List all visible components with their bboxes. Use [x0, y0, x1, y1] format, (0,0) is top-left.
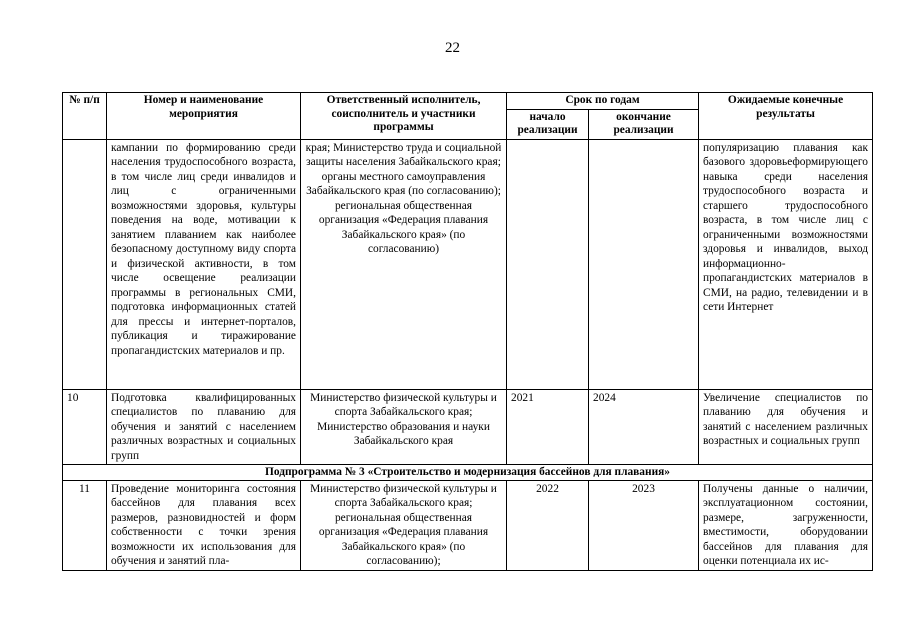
row-name: кампании по формированию среди населения трудоспособного возраста, в том числе лиц среди инвалидов и лиц с ограниченными возможностями здоровья, культуры поведения на воде, мотивации к занятием плаванием как наиболее безопасному доступному виду спорта и физической активности, в том числе освещение реализации программы в региональных СМИ, подготовка информационных статей для прессы и интернет-порталов, публикация и тиражирование пропагандистских материалов и пр.	[107, 139, 301, 389]
row-results: Получены данные о наличии, эксплуатационном состоянии, размере, загруженности, вместимости, оборудовании бассейнов для плавания для оценки потенциала их ис-	[699, 480, 873, 570]
row-responsible: края; Министерство труда и социальной защиты населения Забайкальского края; органы местного самоуправления Забайкальского края (по согласованию); региональная общественная организация «Федерация плавания Забайкальского края» (по согласованию)	[301, 139, 507, 389]
table-row	[63, 139, 873, 389]
row-num	[63, 139, 107, 389]
header-end: окончание реализации	[589, 109, 699, 139]
table-header-row	[63, 93, 873, 110]
header-start: начало реализации	[507, 109, 589, 139]
row-start: 2022	[507, 480, 589, 570]
page-number: 22	[445, 40, 460, 56]
header-name: Номер и наименование мероприятия	[107, 93, 301, 140]
row-name: Подготовка квалифицированных специалистов по плаванию для обучения и занятий с населением различных возрастных и социальных групп	[107, 389, 301, 465]
row-num: 11	[63, 480, 107, 570]
header-period: Срок по годам	[507, 93, 699, 110]
row-num: 10	[63, 389, 107, 465]
subprogram-title: Подпрограмма № 3 «Строительство и модернизация бассейнов для плавания»	[63, 465, 873, 481]
measures-table	[62, 92, 873, 571]
row-start	[507, 139, 589, 389]
table-row	[63, 389, 873, 465]
row-responsible: Министерство физической культуры и спорта Забайкальского края; региональная общественная организация «Федерация плавания Забайкальского края» (по согласованию);	[301, 480, 507, 570]
header-num: № п/п	[63, 93, 107, 140]
header-results: Ожидаемые конечные результаты	[699, 93, 873, 140]
row-end: 2024	[589, 389, 699, 465]
row-results: популяризацию плавания как базового здоровьеформирующего навыка среди населения трудоспособного возраста и старшего трудоспособного возраста, в том числе лиц с ограниченными возможностями здоровья и инвалидов, выход информационно-пропагандистских материалов в СМИ, на радио, телевидении и в сети Интернет	[699, 139, 873, 389]
row-start: 2021	[507, 389, 589, 465]
row-responsible: Министерство физической культуры и спорта Забайкальского края; Министерство образования и науки Забайкальского края	[301, 389, 507, 465]
header-responsible: Ответственный исполнитель, соисполнитель и участники программы	[301, 93, 507, 140]
table-row	[63, 480, 873, 570]
row-end	[589, 139, 699, 389]
row-name: Проведение мониторинга состояния бассейнов для плавания всех размеров, разновидностей и форм собственности с точки зрения возможности их использования для обучения и занятий пла-	[107, 480, 301, 570]
row-end: 2023	[589, 480, 699, 570]
row-results: Увеличение специалистов по плаванию для обучения и занятий с населением различных возрастных и социальных групп	[699, 389, 873, 465]
subprogram-row	[63, 465, 873, 481]
